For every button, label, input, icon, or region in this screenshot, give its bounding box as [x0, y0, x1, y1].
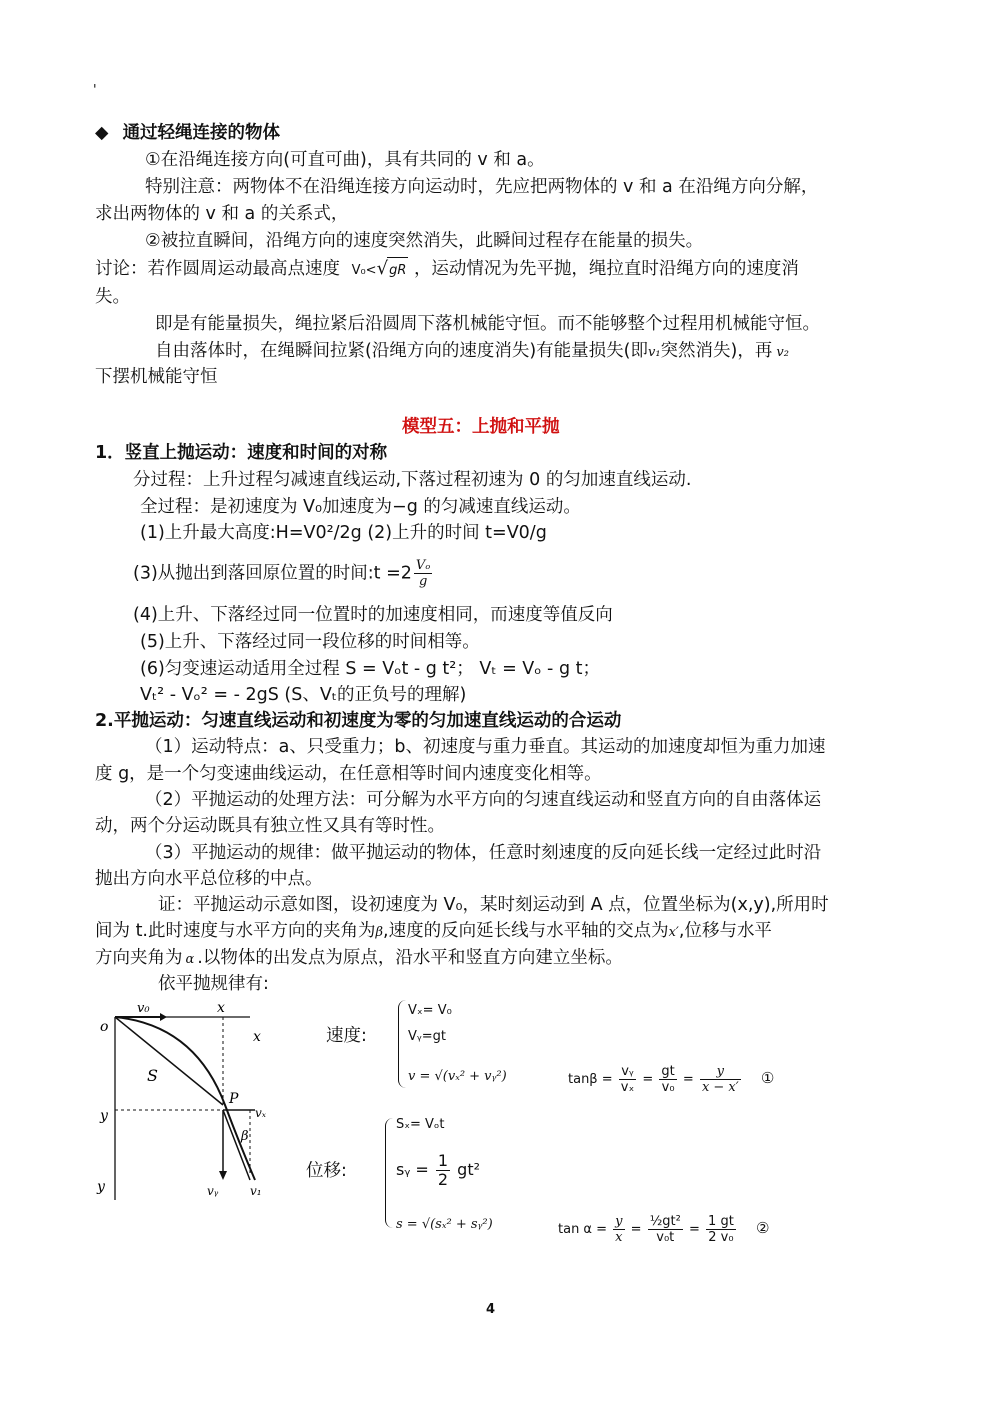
model5-rule: 依平抛规律有:	[158, 974, 269, 994]
displacement-sy: sᵧ = $\frac{1}{2}$ gt²	[396, 1151, 481, 1189]
tan-beta-row: tanβ = $\frac{\text{vᵧ}}{\text{vₓ}}$ = $\frac{gt}{\text{v₀}}$ = $\frac{y}{x - x'}$ ①	[568, 1064, 775, 1095]
label-o: o	[100, 1019, 109, 1035]
model5-proof-b: 间为 t.此时速度与水平方向的夹角为β,速度的反向延长线与水平轴的交点为x′,位移与水平	[95, 921, 772, 941]
fraction-vy-vx: $\frac{\text{vᵧ}}{\text{vₓ}}$	[620, 1064, 635, 1095]
fraction-y-over-x: $\frac{y}{x}$	[615, 1214, 623, 1245]
label-y-axis: y	[97, 1179, 105, 1195]
rope-line-2: 特别注意：两物体不在沿绳连接方向运动时，先应把两物体的 v 和 a 在沿绳方向分解，	[145, 177, 819, 197]
displacement-sx: Sₓ= Vₒt	[396, 1117, 445, 1132]
label-x-axis: x	[253, 1029, 261, 1045]
rope-line-7: 下摆机械能守恒	[95, 367, 218, 387]
page-mark: '	[93, 83, 97, 98]
fraction-gt-v0: $\frac{gt}{\text{v₀}}$	[661, 1064, 675, 1095]
velocity-vx: Vₓ= V₀	[408, 1003, 452, 1018]
fraction-v0-g: $\frac{\text{Vₒ}}{g}$	[415, 558, 431, 589]
model5-q3b: 抛出方向水平总位移的中点。	[95, 869, 323, 889]
fraction-half: $\frac{1}{2}$	[437, 1151, 449, 1189]
displacement-label: 位移:	[306, 1161, 347, 1181]
model5-q3a: （3）平抛运动的规律：做平抛运动的物体，任意时刻速度的反向延长线一定经过此时沿	[145, 843, 822, 863]
rope-line-3: 求出两物体的 v 和 a 的关系式，	[95, 204, 349, 224]
model5-p5: (4)上升、下落经过同一位置时的加速度相同，而速度等值反向	[133, 605, 613, 625]
velocity-vy: Vᵧ=gt	[408, 1029, 446, 1044]
discussion-line: 讨论：若作圆周运动最高点速度 V₀<√gR ，运动情况为先平抛，绳拉直时沿绳方向的速度消	[95, 256, 799, 284]
displacement-line	[115, 1017, 223, 1105]
label-P: P	[229, 1091, 239, 1107]
fraction-gt-2v0: $\frac{1 gt}{\text{2 v₀}}$	[708, 1214, 734, 1245]
marker-2: ②	[755, 1219, 770, 1237]
model5-q2a: （2）平抛运动的处理方法：可分解为水平方向的匀速直线运动和竖直方向的自由落体运	[145, 790, 822, 810]
model5-proof-a: 证：平抛运动示意如图，设初速度为 V₀，某时刻运动到 A 点，位置坐标为(x,y),所用时	[158, 895, 829, 915]
rope-line-6: 自由落体时，在绳瞬间拉紧(沿绳方向的速度消失)有能量损失(即v₁突然消失)，再 v₂	[155, 341, 789, 361]
model5-p3: (1)上升最大高度:H=V0²/2g (2)上升的时间 t=V0/g	[140, 523, 547, 543]
label-S: S	[147, 1066, 158, 1085]
page-number: 4	[486, 1302, 496, 1317]
model5-p2: 全过程：是初速度为 V₀加速度为−g 的匀减速直线运动。	[140, 497, 581, 517]
rope-line-4: ②被拉直瞬间，沿绳方向的速度突然消失，此瞬间过程存在能量的损失。	[145, 231, 704, 251]
model5-title: 模型五：上抛和平抛	[402, 417, 560, 437]
marker-1: ①	[760, 1069, 775, 1087]
model5-p1: 分过程：上升过程匀减速直线运动,下落过程初速为 0 的匀加速直线运动.	[133, 470, 692, 490]
model5-h2: 2.平抛运动：匀速直线运动和初速度为零的匀加速直线运动的合运动	[95, 711, 622, 731]
label-beta: β	[241, 1129, 249, 1144]
model5-proof-c: 方向夹角为 α .以物体的出发点为原点，沿水平和竖直方向建立坐标。	[95, 948, 623, 968]
displacement-s: s = √(sₓ² + sᵧ²)	[396, 1217, 493, 1232]
label-vx: vₓ	[255, 1106, 267, 1120]
velocity-label: 速度:	[326, 1026, 367, 1046]
label-y: y	[100, 1108, 108, 1124]
rope-line-5: 即是有能量损失，绳拉紧后沿圆周下落机械能守恒。而不能够整个过程用机械能守恒。	[155, 314, 820, 334]
model5-q1b: 度 g，是一个匀变速曲线运动，在任意相等时间内速度变化相等。	[95, 764, 602, 784]
model5-p8: Vₜ² - Vₒ² = - 2gS (S、Vₜ的正负号的理解)	[140, 685, 467, 705]
rope-line-1: ①在沿绳连接方向(可直可曲)，具有共同的 v 和 a。	[145, 150, 545, 170]
model5-q1a: （1）运动特点：a、只受重力；b、初速度与重力垂直。其运动的加速度却恒为重力加速	[145, 737, 826, 757]
model5-p6: (5)上升、下落经过同一段位移的时间相等。	[140, 632, 480, 652]
model5-q2b: 动，两个分运动既具有独立性又具有等时性。	[95, 816, 445, 836]
label-v1: v₁	[250, 1184, 262, 1198]
displacement-brace	[385, 1118, 394, 1228]
sqrt-gR: gR	[387, 257, 408, 284]
v0-arrowhead	[160, 1013, 167, 1021]
model5-p7: (6)匀变速运动适用全过程 S = Vₒt - g t²； Vₜ = Vₒ - g t；	[140, 659, 600, 679]
model5-h1: 1．竖直上抛运动：速度和时间的对称	[95, 443, 388, 463]
velocity-v: v = √(vₓ² + vᵧ²)	[408, 1069, 507, 1084]
fraction-halfgt2-v0t: $\frac{\text{½gt²}}{\text{v₀t}}$	[649, 1214, 681, 1245]
label-vy: vᵧ	[207, 1184, 219, 1198]
rope-heading: ◆ 通过轻绳连接的物体	[95, 123, 281, 143]
velocity-brace	[398, 1000, 407, 1088]
v1-arrow	[223, 1110, 250, 1180]
bullet-icon: ◆	[95, 123, 109, 143]
label-x-top: x	[217, 1000, 225, 1016]
tan-alpha-row: tan α = $\frac{y}{x}$ = $\frac{\text{½gt²}}{\text{v₀t}}$ = $\frac{1 gt}{\text{2 v₀}}$ ②	[558, 1214, 770, 1245]
label-v0: v₀	[137, 1001, 150, 1016]
fraction-y-x: $\frac{y}{x - x'}$	[701, 1064, 739, 1095]
projectile-diagram	[95, 995, 295, 1205]
discussion-line-end: 失。	[95, 287, 130, 307]
model5-p4: (3)从抛出到落回原位置的时间:t =2 $\frac{\text{Vₒ}}{g}$	[133, 558, 431, 589]
